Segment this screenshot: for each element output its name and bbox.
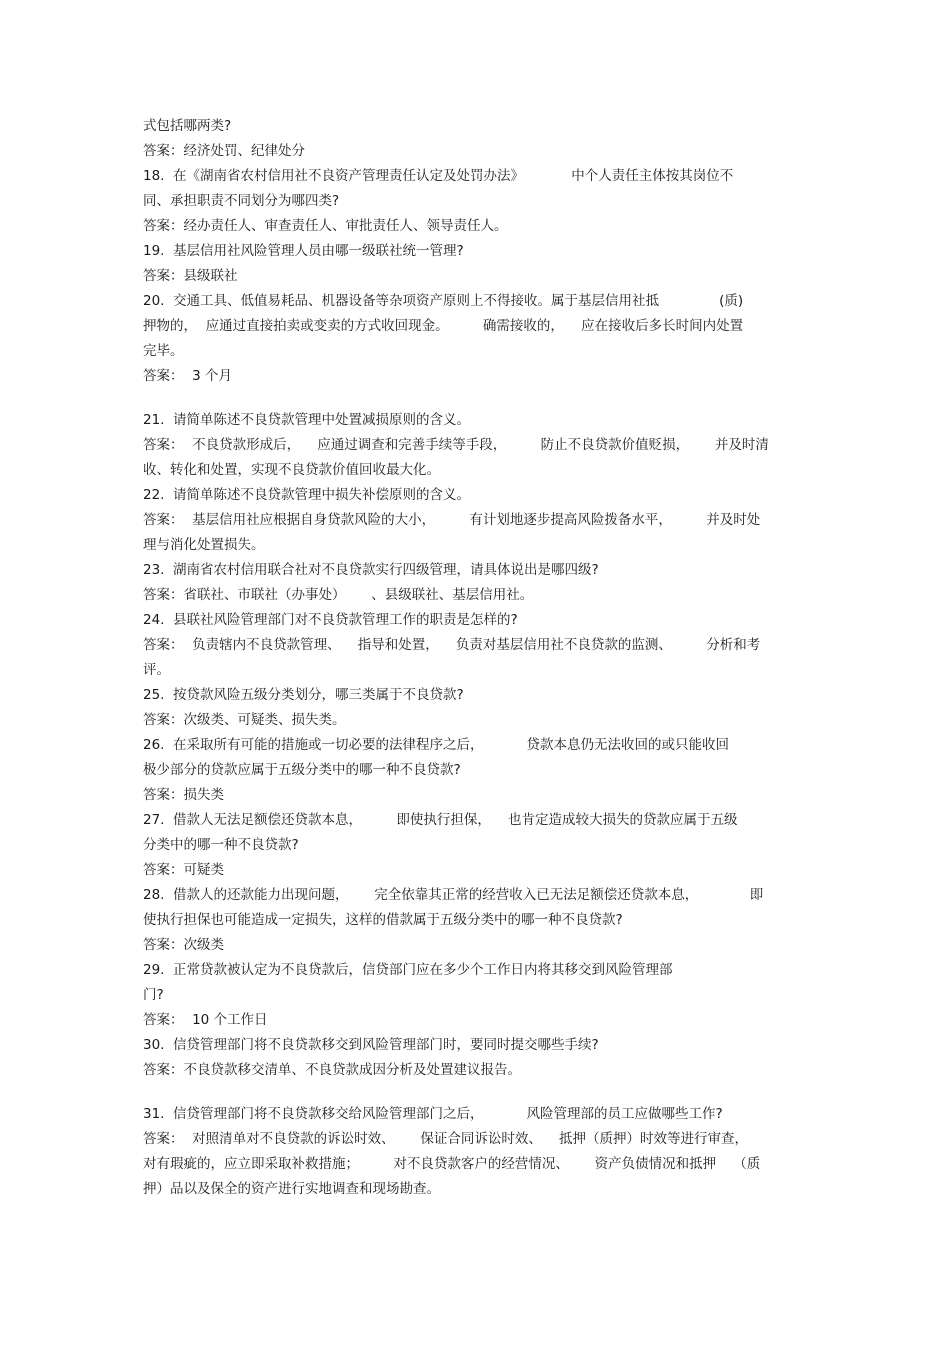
answer-line: 评。 <box>143 662 170 678</box>
answer-line: 答案： 基层信用社应根据自身贷款风险的大小， 有计划地逐步提高风险拨备水平， 并及时处 <box>143 512 761 528</box>
answer-line: 押）品以及保全的资产进行实地调查和现场勘查。 <box>143 1181 440 1197</box>
section-gap <box>143 389 813 408</box>
answer-line: 理与消化处置损失。 <box>143 537 265 553</box>
question-line: 28. 借款人的还款能力出现问题， 完全依靠其正常的经营收入已无法足额偿还贷款本息， 即 <box>143 887 764 903</box>
question-line: 26. 在采取所有可能的措施或一切必要的法律程序之后， 贷款本息仍无法收回的或只能收回 <box>143 737 729 753</box>
answer-line: 答案：不良贷款移交清单、不良贷款成因分析及处置建议报告。 <box>143 1062 521 1078</box>
answer-line: 答案： 10 个工作日 <box>143 1012 268 1028</box>
question-line: 23. 湖南省农村信用联合社对不良贷款实行四级管理，请具体说出是哪四级? <box>143 562 599 578</box>
section-gap <box>143 1083 813 1102</box>
question-line: 18. 在《湖南省农村信用社不良资产管理责任认定及处罚办法》 中个人责任主体按其岗位不 <box>143 168 734 184</box>
answer-line: 答案：省联社、市联社（办事处） 、县级联社、基层信用社。 <box>143 587 534 603</box>
question-line: 门? <box>143 987 164 1003</box>
question-line: 极少部分的贷款应属于五级分类中的哪一种不良贷款? <box>143 762 461 778</box>
answer-line: 答案：损失类 <box>143 787 224 803</box>
question-line: 19. 基层信用社风险管理人员由哪一级联社统一管理? <box>143 243 464 259</box>
question-line: 20. 交通工具、低值易耗品、机器设备等杂项资产原则上不得接收。属于基层信用社抵 (质) <box>143 293 744 309</box>
answer-line: 答案： 3 个月 <box>143 368 232 384</box>
answer-line: 答案： 对照清单对不良贷款的诉讼时效、 保证合同诉讼时效、 抵押（质押）时效等进行审查， <box>143 1131 748 1147</box>
question-line: 31. 信贷管理部门将不良贷款移交给风险管理部门之后， 风险管理部的员工应做哪些工作? <box>143 1106 723 1122</box>
question-line: 30. 信贷管理部门将不良贷款移交到风险管理部门时，要同时提交哪些手续? <box>143 1037 599 1053</box>
answer-line: 答案：次级类、可疑类、损失类。 <box>143 712 346 728</box>
question-line: 完毕。 <box>143 343 184 359</box>
answer-line: 答案： 不良贷款形成后， 应通过调查和完善手续等手段， 防止不良贷款价值贬损， 并及时清 <box>143 437 769 453</box>
question-line: 使执行担保也可能造成一定损失，这样的借款属于五级分类中的哪一种不良贷款? <box>143 912 623 928</box>
answer-line: 答案：县级联社 <box>143 268 238 284</box>
question-line: 29. 正常贷款被认定为不良贷款后，信贷部门应在多少个工作日内将其移交到风险管理部 <box>143 962 673 978</box>
question-line: 22. 请简单陈述不良贷款管理中损失补偿原则的含义。 <box>143 487 471 503</box>
answer-line: 答案：可疑类 <box>143 862 224 878</box>
question-line: 24. 县联社风险管理部门对不良贷款管理工作的职责是怎样的? <box>143 612 518 628</box>
question-line: 27. 借款人无法足额偿还贷款本息， 即使执行担保， 也肯定造成较大损失的贷款应属于五级 <box>143 812 738 828</box>
answer-line: 答案： 负责辖内不良贷款管理、 指导和处置， 负责对基层信用社不良贷款的监测、 分析和考 <box>143 637 761 653</box>
question-line: 21. 请简单陈述不良贷款管理中处置减损原则的含义。 <box>143 412 471 428</box>
question-line: 押物的， 应通过直接拍卖或变卖的方式收回现金。 确需接收的， 应在接收后多长时间内处置 <box>143 318 744 334</box>
question-line: 同、承担职责不同划分为哪四类? <box>143 193 340 209</box>
answer-line: 答案：次级类 <box>143 937 224 953</box>
answer-line: 对有瑕疵的，应立即采取补救措施； 对不良贷款客户的经营情况、 资产负债情况和抵押 （质 <box>143 1156 761 1172</box>
answer-line: 答案：经办责任人、审查责任人、审批责任人、领导责任人。 <box>143 218 508 234</box>
answer-line: 答案：经济处罚、纪律处分 <box>143 143 305 159</box>
text-line: 式包括哪两类? <box>143 118 232 134</box>
document-page <box>143 114 813 1202</box>
question-line: 25. 按贷款风险五级分类划分，哪三类属于不良贷款? <box>143 687 464 703</box>
question-line: 分类中的哪一种不良贷款? <box>143 837 299 853</box>
answer-line: 收、转化和处置，实现不良贷款价值回收最大化。 <box>143 462 440 478</box>
